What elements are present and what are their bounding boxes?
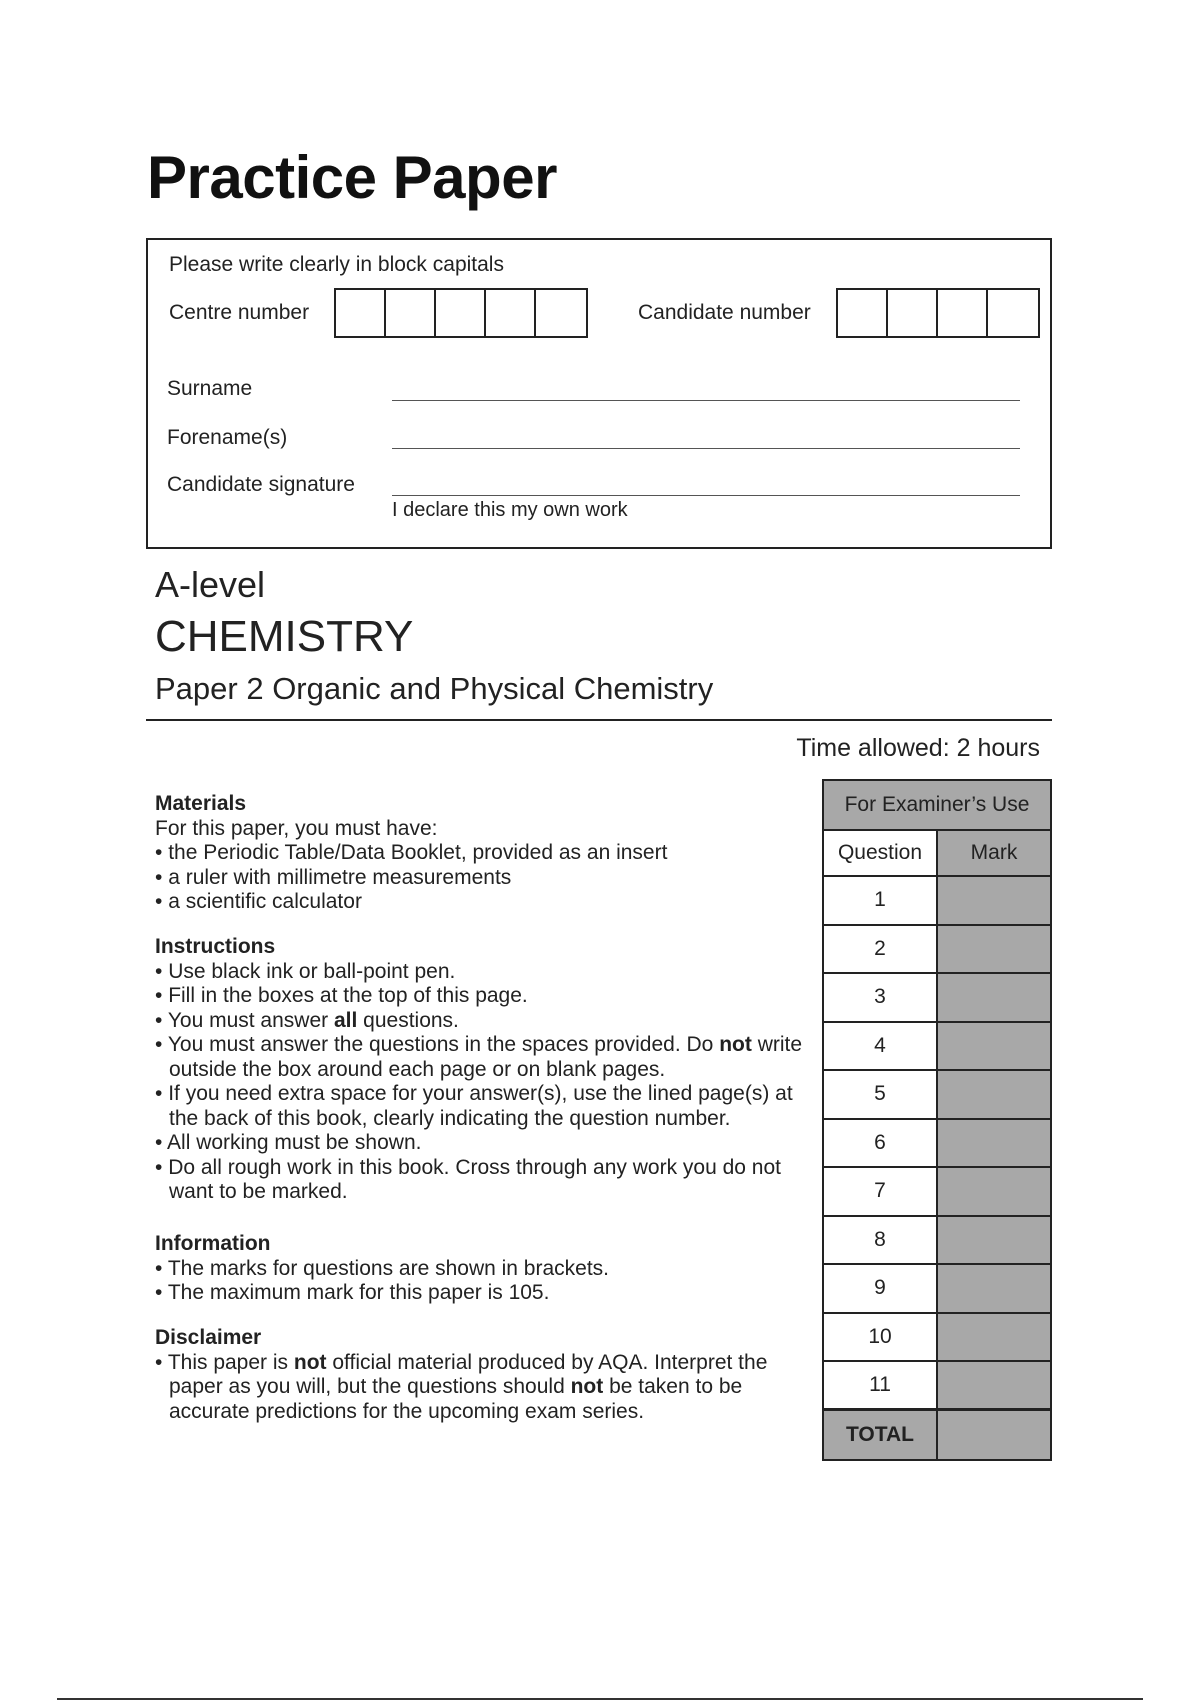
list-item: • Use black ink or ball-point pen. (155, 960, 815, 985)
materials-heading: Materials (155, 792, 247, 815)
total-mark-cell[interactable] (937, 1410, 1051, 1460)
list-item: • The maximum mark for this paper is 105. (155, 1281, 815, 1306)
mark-cell[interactable] (937, 1167, 1051, 1216)
paper-title: Paper 2 Organic and Physical Chemistry (155, 671, 714, 706)
list-item: • the Periodic Table/Data Booklet, provided as an insert (155, 841, 815, 866)
mark-cell[interactable] (937, 973, 1051, 1022)
mark-cell[interactable] (937, 1361, 1051, 1410)
list-item: • If you need extra space for your answer(s), use the lined page(s) at the back of this book, clearly indicating the question number. (155, 1082, 815, 1131)
information-section (155, 1232, 815, 1306)
question-number-cell: 3 (823, 973, 937, 1022)
signature-label: Candidate signature (167, 473, 355, 496)
question-number-cell: 2 (823, 925, 937, 974)
total-label: TOTAL (823, 1410, 937, 1460)
candidate-digit-box[interactable] (888, 290, 938, 336)
list-item: • All working must be shown. (155, 1131, 815, 1156)
forename-line[interactable] (392, 448, 1020, 449)
list-item: • This paper is not official material produced by AQA. Interpret the paper as you will, but the questions should not be taken to be accurate predictions for the upcoming exam series. (155, 1351, 815, 1425)
table-row (823, 1022, 1051, 1071)
mark-cell[interactable] (937, 1022, 1051, 1071)
table-row (823, 1070, 1051, 1119)
mark-cell[interactable] (937, 1070, 1051, 1119)
list-item: • You must answer the questions in the spaces provided. Do not write outside the box around each page or on blank pages. (155, 1033, 815, 1082)
question-column-header: Question (823, 830, 937, 876)
question-number-cell: 9 (823, 1264, 937, 1313)
question-number-cell: 4 (823, 1022, 937, 1071)
instructions-heading: Instructions (155, 935, 276, 958)
examiner-use-table (822, 779, 1052, 1461)
table-row (823, 1119, 1051, 1168)
materials-section (155, 792, 815, 915)
mark-cell[interactable] (937, 1119, 1051, 1168)
table-row (823, 1361, 1051, 1410)
question-number-cell: 11 (823, 1361, 937, 1410)
surname-line[interactable] (392, 400, 1020, 401)
instructions-section (155, 935, 815, 1205)
table-row (823, 1216, 1051, 1265)
mark-cell[interactable] (937, 876, 1051, 925)
mark-column-header: Mark (937, 830, 1051, 876)
forename-label: Forename(s) (167, 426, 288, 449)
mark-cell[interactable] (937, 1216, 1051, 1265)
candidate-digit-box[interactable] (988, 290, 1038, 336)
centre-digit-box[interactable] (336, 290, 386, 336)
question-number-cell: 7 (823, 1167, 937, 1216)
candidate-number-label: Candidate number (638, 301, 811, 324)
question-number-cell: 6 (823, 1119, 937, 1168)
question-number-cell: 5 (823, 1070, 937, 1119)
disclaimer-list (155, 1351, 815, 1425)
qualification-level: A-level (155, 564, 266, 605)
information-list (155, 1257, 815, 1306)
disclaimer-heading: Disclaimer (155, 1326, 262, 1349)
centre-digit-box[interactable] (386, 290, 436, 336)
disclaimer-section (155, 1326, 815, 1424)
list-item: • a ruler with millimetre measurements (155, 866, 815, 891)
page-title: Practice Paper (147, 144, 557, 211)
mark-cell[interactable] (937, 1313, 1051, 1362)
candidate-digit-box[interactable] (838, 290, 888, 336)
candidate-number-boxes[interactable] (836, 288, 1040, 338)
instructions-list (155, 960, 815, 1205)
block-capitals-instruction: Please write clearly in block capitals (169, 253, 504, 276)
subject-title: CHEMISTRY (155, 612, 414, 661)
table-row (823, 876, 1051, 925)
mark-cell[interactable] (937, 925, 1051, 974)
examiner-table-header: For Examiner’s Use (823, 780, 1051, 830)
question-number-cell: 1 (823, 876, 937, 925)
centre-number-boxes[interactable] (334, 288, 588, 338)
header-divider (146, 719, 1052, 721)
mark-cell[interactable] (937, 1264, 1051, 1313)
information-heading: Information (155, 1232, 271, 1255)
question-number-cell: 8 (823, 1216, 937, 1265)
centre-digit-box[interactable] (436, 290, 486, 336)
centre-digit-box[interactable] (486, 290, 536, 336)
surname-label: Surname (167, 377, 253, 400)
list-item: • Fill in the boxes at the top of this page. (155, 984, 815, 1009)
list-item: • a scientific calculator (155, 890, 815, 915)
list-item: • The marks for questions are shown in brackets. (155, 1257, 815, 1282)
materials-list (155, 841, 815, 915)
declaration-text: I declare this my own work (392, 499, 628, 521)
centre-digit-box[interactable] (536, 290, 586, 336)
list-item: • You must answer all questions. (155, 1009, 815, 1034)
time-allowed: Time allowed: 2 hours (796, 734, 1040, 762)
list-item: • Do all rough work in this book. Cross through any work you do not want to be marked. (155, 1156, 815, 1205)
table-row (823, 1264, 1051, 1313)
table-row (823, 925, 1051, 974)
candidate-details-box (146, 238, 1052, 549)
materials-intro: For this paper, you must have: (155, 816, 438, 840)
table-row (823, 1313, 1051, 1362)
candidate-digit-box[interactable] (938, 290, 988, 336)
table-row (823, 1167, 1051, 1216)
centre-number-label: Centre number (169, 301, 310, 324)
table-row (823, 973, 1051, 1022)
question-number-cell: 10 (823, 1313, 937, 1362)
signature-line[interactable] (392, 495, 1020, 496)
